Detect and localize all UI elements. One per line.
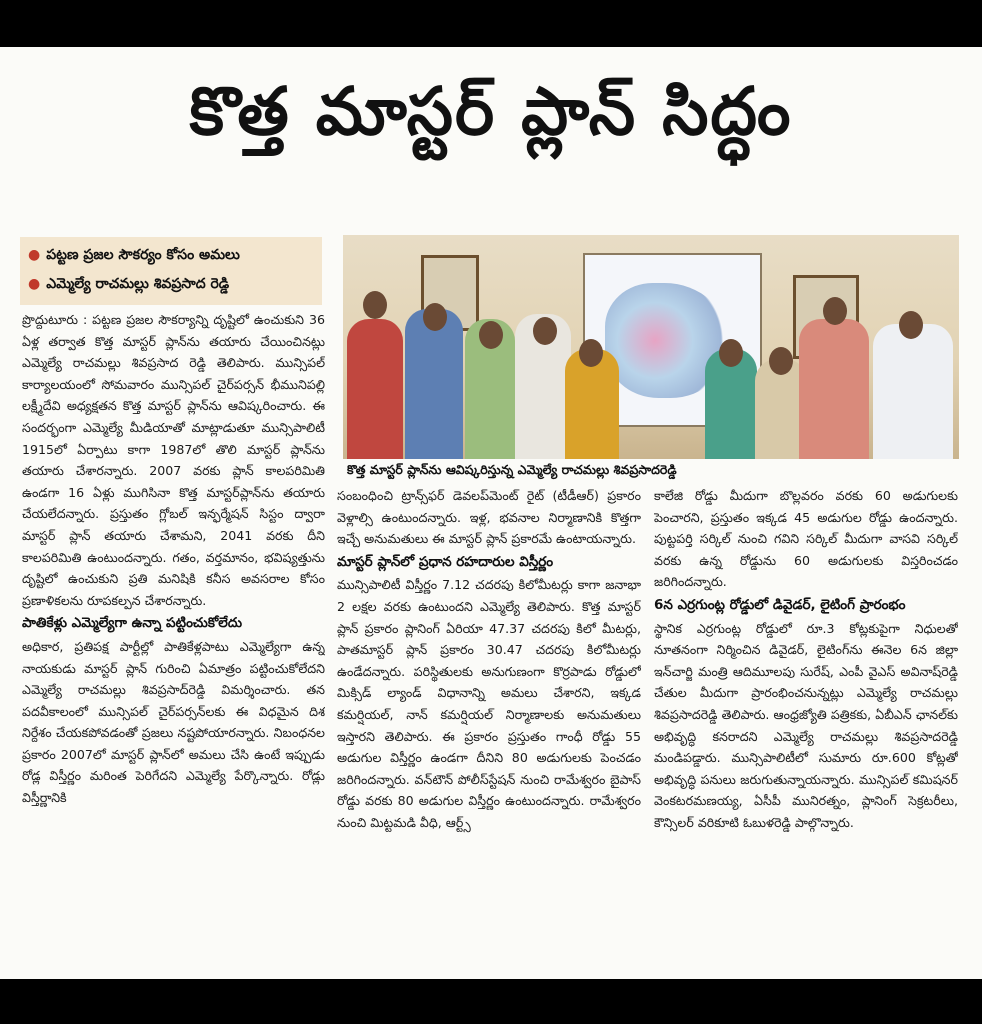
article-subheading: 6న ఎర్రగుంట్ల రోడ్డులో డివైడర్, లైటింగ్ ప్రారంభం <box>654 596 906 613</box>
highlight-text: ఎమ్మెల్యే రాచమల్లు శివప్రసాద రెడ్డి <box>46 276 230 292</box>
photo-caption: కొత్త మాస్టర్ ప్లాన్‌ను ఆవిష్కరిస్తున్న ఎమ్మెల్యే రాచమల్లు శివప్రసాదరెడ్డి <box>347 462 677 477</box>
news-photo <box>343 235 959 459</box>
person-head <box>579 339 603 367</box>
person <box>873 324 953 459</box>
bullet-icon: ● <box>28 276 41 292</box>
highlight-item <box>28 241 314 270</box>
article-paragraph: మున్సిపాలిటీ విస్తీర్ణం 7.12 చదరపు కిలోమీటర్లు కాగా జనాభా 2 లక్షల వరకు ఉంటుందని ఎమ్మెల్యే తెలిపారు. కొత్త మాస్టర్ ప్లాన్ ప్రకారం ప్లానింగ్ ఏరియా 47.37 చదరపు కిలో మీటర్లు, పాతమాస్టర్ ప్లాన్ ప్రకారం 30.47 చదరపు కిలోమీటర్లు ఉండేదన్నారు. పరిస్థితులకు అనుగుణంగా కొర్రపాడు రోడ్డులో మిక్సిడ్ ల్యాండ్ విధానాన్ని అమలు చేశారని, ఇక్కడ కమర్షియల్, నాన్ కమర్షియల్ నిర్మాణాలకు అనుమతులు ఇస్తారని తెలిపారు. ఈ ప్రకారం ప్రస్తుతం గాంధీ రోడ్డు 55 అడుగుల విస్తీర్ణం ఉండగా దీనిని 80 అడుగులకు పెంచడం జరిగిందన్నారు. వన్‌టౌన్ పోలీస్‌స్టేషన్ నుంచి రామేశ్వరం బైపాస్ రోడ్డు వరకు 80 అడుగుల విస్తీర్ణం ఉంటుందన్నారు. రామేశ్వరం నుంచి మిట్టమడి వీధి, ఆర్ట్స్ <box>337 577 641 830</box>
person-head <box>719 339 743 367</box>
person <box>347 319 403 459</box>
bullet-icon: ● <box>28 247 41 263</box>
person-head <box>423 303 447 331</box>
article-column-1 <box>22 309 325 934</box>
highlight-text: పట్టణ ప్రజల సౌకర్యం కోసం అమలు <box>46 247 240 263</box>
article-paragraph: అధికార, ప్రతిపక్ష పార్టీల్లో పాతికేళ్లపాటు ఎమ్మెల్యేగా ఉన్న నాయకుడు మాస్టర్ ప్లాన్ గురించి ఏమాత్రం పట్టించుకోలేదని ఎమ్మెల్యే రాచమల్లు శివప్రసాద్‌రెడ్డి విమర్శించారు. తన పదవీకాలంలో మున్సిపల్ చైర్‌పర్సన్‌లకు ఈ విధమైన దిశ నిర్దేశం చేయకపోవడంతో ప్రజలు నష్టపోయారన్నారు. నిబంధనల ప్రకారం 2007లో మాస్టర్ ప్లాన్‌లో అమలు చేసి ఉంటే ఇప్పుడు రోడ్ల విస్తీర్ణం మరింత పెరిగేదని ఎమ్మెల్యే పేర్కొన్నారు. రోడ్లు విస్తీర్ణానికి <box>22 638 325 806</box>
article-paragraph: కాలేజి రోడ్డు మీదుగా బొల్లవరం వరకు 60 అడుగులకు పెంచారని, ప్రస్తుతం ఇక్కడ 45 అడుగుల రోడ్డు ఉందన్నారు. పుట్టపర్తి సర్కిల్ నుంచి గవిని సర్కిల్ మీదుగా వాసవి సర్కిల్ వరకు ఉన్న రోడ్డును 60 అడుగులకు విస్తరించడం జరిగిందన్నారు. <box>654 488 958 590</box>
article-paragraph: స్థానిక ఎర్రగుంట్ల రోడ్డులో రూ.3 కోట్లకుపైగా నిధులతో నూతనంగా నిర్మించిన డివైడర్, లైటింగ్‌ను ఈనెల 6న జిల్లా ఇన్‌చార్జి మంత్రి ఆదిమూలపు సురేష్, ఎంపీ వైఎస్ అవినాష్‌రెడ్డి చేతుల మీదుగా ప్రారంభించనున్నట్లు ఎమ్మెల్యే రాచమల్లు శివప్రసాదరెడ్డి తెలిపారు. ఆంధ్రజ్యోతి పత్రికకు, ఏబీఎన్ ఛానల్‌కు అభివృద్ధి కనరాదని ఎమ్మెల్యే రాచమల్లు శివప్రసాదరెడ్డి మండిపడ్డారు. మున్సిపాలిటీలో సుమారు రూ.600 కోట్లతో అభివృద్ధి పనులు జరుగుతున్నాయన్నారు. మున్సిపల్ కమిషనర్ వెంకటరమణయ్య, ఏసీపీ మునిరత్నం, ప్లానింగ్ సెక్రటరీలు, కౌన్సిలర్ వరికూటి ఓబుళరెడ్డి పాల్గొన్నారు. <box>654 620 958 830</box>
person <box>799 319 869 459</box>
headline: కొత్త మాస్టర్ ప్లాన్ సిద్ధం <box>189 73 793 150</box>
article-subheading: పాతికేళ్లు ఎమ్మెల్యేగా ఉన్నా పట్టించుకోలేదు <box>22 615 243 632</box>
article-subheading: మాస్టర్ ప్లాన్‌లో ప్రధాన రహదారుల విస్తీర్ణం <box>337 553 554 570</box>
newspaper-clipping <box>0 47 982 979</box>
person-head <box>363 291 387 319</box>
highlight-item <box>28 270 314 299</box>
person-head <box>479 321 503 349</box>
article-column-2 <box>337 485 641 937</box>
highlights-box <box>20 237 322 305</box>
person-head <box>823 297 847 325</box>
person-head <box>899 311 923 339</box>
person-head <box>533 317 557 345</box>
article-paragraph: సంబంధించి ట్రాన్స్‌ఫర్ డెవలప్‌మెంట్ రైట్ (టీడీఆర్) ప్రకారం వెళ్లాల్సి ఉంటుందన్నారు. ఇళ్ల, భవనాల నిర్మాణానికి కొత్తగా ఇచ్చే అనుమతులు ఈ మాస్టర్ ప్లాన్ ప్రకారమే ఉంటాయన్నారు. <box>337 488 641 547</box>
article-column-3 <box>654 485 958 937</box>
article-paragraph: ప్రొద్దుటూరు : పట్టణ ప్రజల సౌకర్యాన్ని దృష్టిలో ఉంచుకుని 36 ఏళ్ల తర్వాత కొత్త మాస్టర్ ప్లాన్‌ను తయారు చేయించినట్లు ఎమ్మెల్యే రాచమల్లు శివప్రసాద రెడ్డి తెలిపారు. మున్సిపల్ కార్యాలయంలో సోమవారం మున్సిపల్ చైర్‌పర్సన్ భీమునిపల్లి లక్ష్మీదేవి అధ్యక్షతన కొత్త మాస్టర్ ప్లాన్‌ను ఆవిష్కరించారు. ఈ సందర్భంగా ఎమ్మెల్యే మీడియాతో మాట్లాడుతూ మున్సిపాలిటీ 1915లో ఏర్పాటు కాగా 1987లో తొలి మాస్టర్ ప్లాన్‌ను తయారు చేశారన్నారు. 2007 వరకు ప్లాన్ కాలపరిమితి ఉండగా 16 ఏళ్లు ముగిసినా కొత్త మాస్టర్‌ప్లాన్‌ను తయారు చేయలేదన్నారు. ప్రస్తుతం గ్లోబల్ ఇన్ఫర్మేషన్ సిస్టం ద్వారా మాస్టర్ ప్లాన్ తయారు చేశామని, 2041 వరకు దీని కాలపరిమితి ఉంటుందన్నారు. గతం, వర్తమానం, భవిష్యత్తును దృష్టిలో ఉంచుకుని ప్రతి మనిషికి కనీస అవసరాల కోసం ప్రణాళికలను రూపకల్పన చేశారన్నారు. <box>22 312 325 608</box>
person-head <box>769 347 793 375</box>
person <box>405 309 463 459</box>
